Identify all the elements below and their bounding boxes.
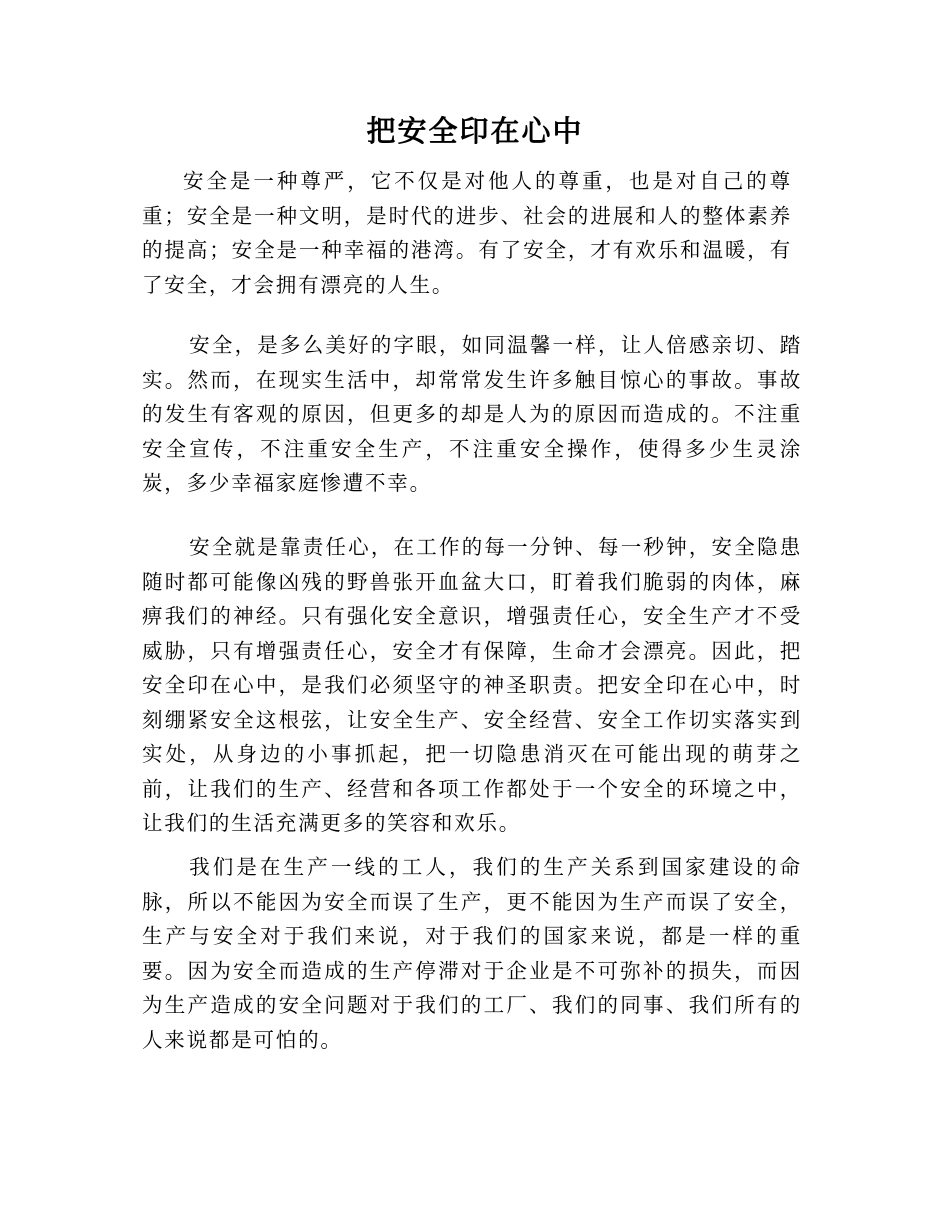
paragraph-1: 安全是一种尊严，它不仅是对他人的尊重，也是对自己的尊重；安全是一种文明，是时代的进步、社会的进展和人的整体素养的提高；安全是一种幸福的港湾。有了安全，才有欢乐和温暖，有了安全，才会拥有漂亮的人生。 [142,169,792,297]
paragraph-4: 我们是在生产一线的工人，我们的生产关系到国家建设的命脉，所以不能因为安全而误了生产，更不能因为生产而误了安全，生产与安全对于我们来说，对于我们的国家来说，都是一样的重要。因为安全而造成的生产停滞对于企业是不可弥补的损失，而因为生产造成的安全问题对于我们的工厂、我们的同事、我们所有的人来说都是可怕的。 [142,855,802,1052]
paragraph-3: 安全就是靠责任心，在工作的每一分钟、每一秒钟，安全隐患随时都可能像凶残的野兽张开血盆大口，盯着我们脆弱的肉体，麻痹我们的神经。只有强化安全意识，增强责任心，安全生产才不受威胁，只有增强责任心，安全才有保障，生命才会漂亮。因此，把安全印在心中，是我们必须坚守的神圣职责。把安全印在心中，时刻绷紧安全这根弦，让安全生产、安全经营、安全工作切实落实到实处，从身边的小事抓起，把一切隐患消灭在可能出现的萌芽之前，让我们的生产、经营和各项工作都处于一个安全的环境之中，让我们的生活充满更多的笑容和欢乐。 [142,535,802,835]
document-title: 把安全印在心中 [366,114,584,148]
paragraph-2: 安全，是多么美好的字眼，如同温馨一样，让人倍感亲切、踏实。然而，在现实生活中，却常常发生许多触目惊心的事故。事故的发生有客观的原因，但更多的却是人为的原因而造成的。不注重安全宣传，不注重安全生产，不注重安全操作，使得多少生灵涂炭，多少幸福家庭惨遭不幸。 [142,333,802,495]
